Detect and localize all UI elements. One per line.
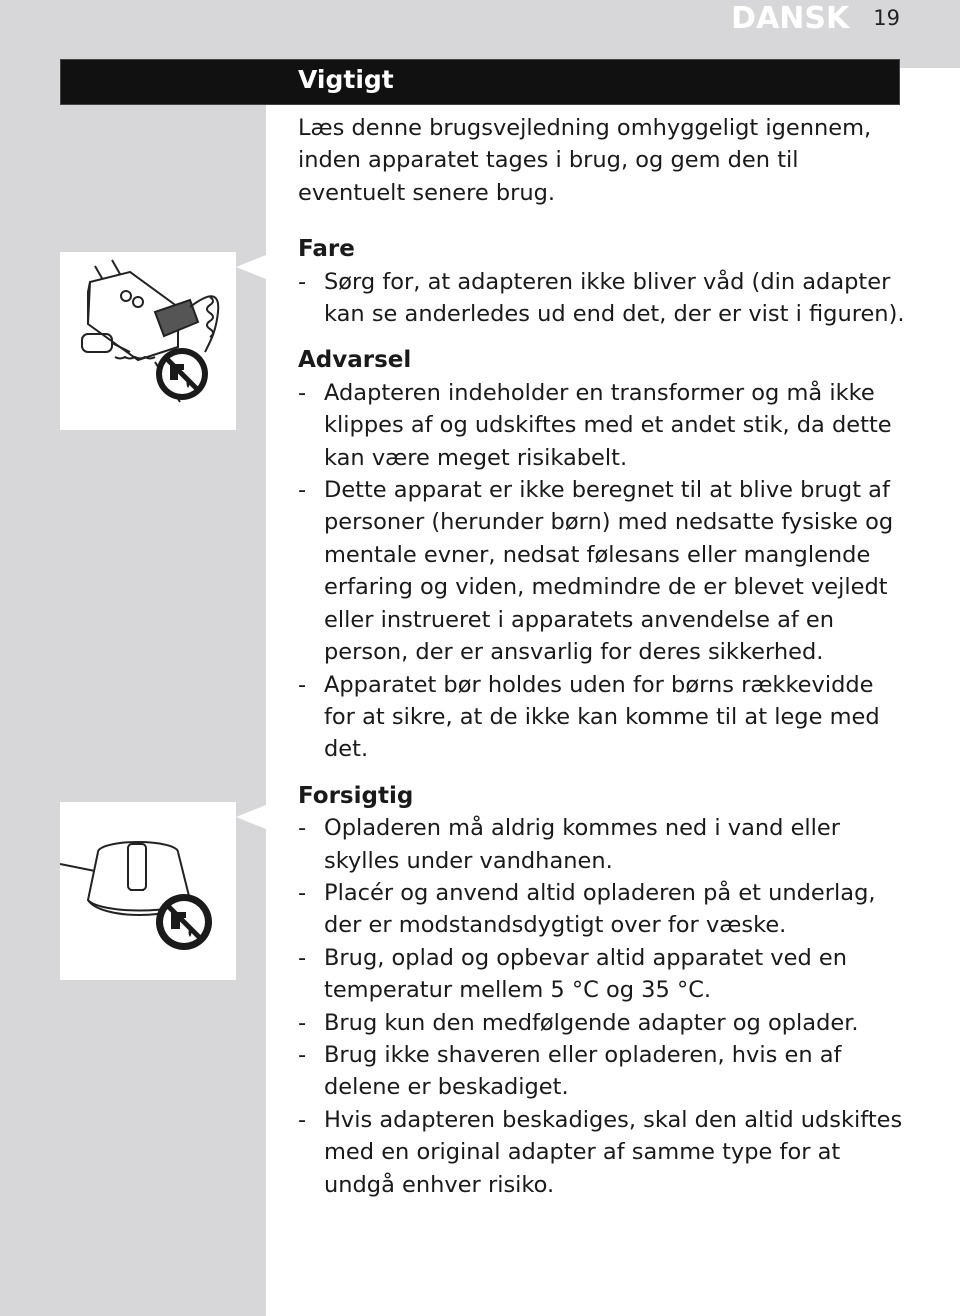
- list-item: - Brug kun den medfølgende adapter og oplader.: [298, 1009, 859, 1036]
- list-item: - Brug, oplad og opbevar altid apparatet ved en temperatur mellem 5 °C og 35 °C.: [298, 944, 847, 1004]
- list-item: - Placér og anvend altid opladeren på et underlag, der er modstandsdygtigt over for væske.: [298, 879, 876, 939]
- list-item: - Opladeren må aldrig kommes ned i vand eller skylles under vandhanen.: [298, 815, 841, 874]
- heading-forsigtig: Forsigtig: [298, 782, 414, 809]
- heading-advarsel: Advarsel: [298, 347, 412, 374]
- charger-no-water-icon: [60, 802, 236, 980]
- list-item: - Apparatet bør holdes uden for børns rækkevidde for at sikre, at de ikke kan komme til at lege med det.: [298, 671, 880, 763]
- title-bar: [60, 59, 900, 105]
- list-item: - Dette apparat er ikke beregnet til at blive brugt af personer (herunder børn) med nedsatte fysiske og mentale evner, nedsat følesans eller manglende erfaring og viden, medmindre de er blevet vejledt eller instrueret i apparatets anvendelse af en person, der er ansvarlig for deres sikkerhed.: [298, 477, 894, 666]
- section-label: DANSK: [731, 0, 850, 36]
- figure1-pointer: [236, 255, 266, 279]
- heading-fare: Fare: [298, 236, 355, 263]
- left-sidebar: [0, 0, 266, 1316]
- list-item: - Adapteren indeholder en transformer og må ikke klippes af og udskiftes med et andet stik, da dette kan være meget risikabelt.: [298, 379, 892, 471]
- page-title: Vigtigt: [298, 65, 394, 94]
- page-number: 19: [873, 6, 900, 30]
- list-item: - Brug ikke shaveren eller opladeren, hvis en af delene er beskadiget.: [298, 1041, 842, 1101]
- intro-paragraph: Læs denne brugsvejledning omhyggeligt igennem, inden apparatet tages i brug, og gem den til eventuelt senere brug.: [298, 115, 872, 206]
- main-content: [298, 112, 908, 1201]
- adapter-no-water-icon: [60, 252, 236, 430]
- figure2-pointer: [236, 805, 266, 829]
- charger-figure: [60, 802, 236, 980]
- list-item: - Sørg for, at adapteren ikke bliver våd (din adapter kan se anderledes ud end det, der er vist i figuren).: [298, 268, 905, 328]
- adapter-figure: [60, 252, 236, 430]
- list-item: - Hvis adapteren beskadiges, skal den altid udskiftes med en original adapter af samme type for at undgå enhver risiko.: [298, 1106, 903, 1198]
- page-header: [731, 0, 960, 36]
